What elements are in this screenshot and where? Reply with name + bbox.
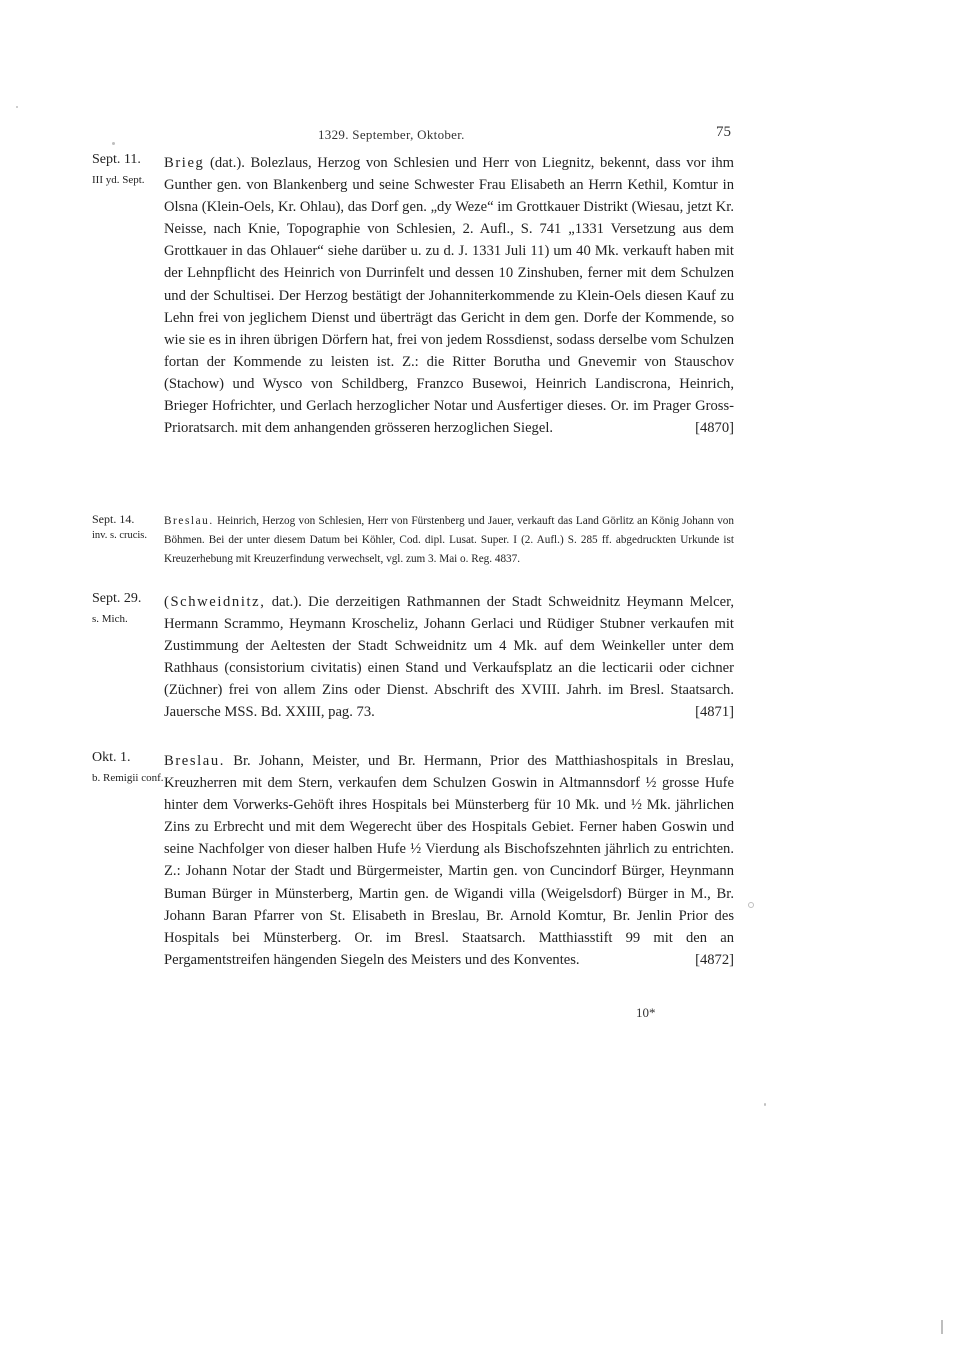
scan-speck xyxy=(748,902,754,908)
entry-date: Okt. 1. xyxy=(92,750,131,765)
entry-body: Br. Johann, Meister, und Br. Hermann, Prior des Matthiashospitals in Breslau, Kreuzherren mit dem Stern, verkaufen dem Schulzen Goswin in Altmannsdorf ½ grosse Hufe hinter dem Vorwerks-Gehöft ihres Hospitals bei Münsterberg für 10 Mk. und ½ Mk. jährlichen Zins zu Erbrecht und mit dem Wegerecht über des Hospitals Gebiet. Ferner haben Goswin und seine Nachfolger von dieser halben Hufe ½ Vierdung als Bischofszehnten jährlich zu entrichten. Z.: Johann Notar der Stadt und Bürgermeister, Martin gen. von Cuncindorf Bürger, Heynmann Buman Bürger in Münsterberg, Martin gen. de Wigandi villa (Weigelsdorf) Bürger in M., Br. Johann Baran Pfarrer von St. Elisabeth in Breslau, Br. Arnold Komtur, Br. Jenlin Prior des Hospitals bei Münsterberg. Or. im Bresl. Staatsarch. Matthiasstift 99 mit den an Pergamentstreifen hängenden Siegeln des Meisters und des Konventes. xyxy=(164,753,734,968)
entry-body: Bolezlaus, Herzog von Schlesien und Herr von Liegnitz, bekennt, dass vor ihm Gunther gen. von Blankenberg und seine Schwester Frau Elisabeth an Herrn Kethil, Komtur in Olsna (Klein-Oels, Kr. Ohlau), das Dorf gen. „dy Weze“ im Grottkauer Distrikt (Wiesau, jetzt Kr. Neisse, nach Knie, Topographie von Schlesien, 2. Aufl., S. 741 „1331 Versetzung aus dem Grottkauer in das Ohlauer“ siehe darüber u. zu d. J. 1331 Juli 11) um 40 Mk. verkauft haben mit der Lehnpflicht des Heinrich von Durrinfelt und dessen 10 Zinshuben, ferner mit dem Schulzen und der Schultisei. Der Herzog bestätigt der Johanniterkommende zu Klein-Oels diesen Kauf zu Lehn frei von jeglichem Dienst und überträgt das Gericht in dem gen. Dorfe der Kommende, so wie sie es in ihren übrigen Dörfern hat, frei von jedem Rossdienst, sodass derselbe vom Schulzen fortan der Kommende zu leisten ist. Z.: die Ritter Borutha und Gnevemir von Stauschov (Stachow) und Wysco von Schildberg, Franzco Busewoi, Heinrich Landiscrona, Heinrich, Brieger Hofrichter, und Gerlach herzoglicher Notar und Ausfertiger dieses. Or. im Prager Gross-Prioratsarch. mit dem anhangenden grösseren herzoglichen Siegel. xyxy=(164,155,734,437)
scan-speck xyxy=(941,1320,943,1334)
entry-body: Die derzeitigen Rathmannen der Stadt Schweidnitz Heymann Melcer, Hermann Scrammo, Heymann Kroscheliz, Johann Gerlaci und Rüdiger Stubner verkaufen mit Zustimmung der Aeltesten der Stadt Schweidnitz um 4 Mk. auf dem Weinkeller unter dem Rathhaus (consistorium civitatis) einen Stand und Verkaufsplatz an die lecticarii oder cichner (Züchner) frei von allem Zins oder Dienst. Abschrift des XVIII. Jahrh. im Bresl. Staatsarch. Jauersche MSS. Bd. XXIII, pag. 73. xyxy=(164,594,734,721)
entry-date: Sept. 11. xyxy=(92,152,141,167)
entry-text xyxy=(164,591,734,724)
page-header: 1329. September, Oktober. xyxy=(318,127,465,142)
register-number: [4871] xyxy=(695,704,734,721)
entry-text xyxy=(164,750,734,971)
register-number: [4872] xyxy=(695,951,734,968)
entry-feast: s. Mich. xyxy=(92,613,128,625)
entry-feast: inv. s. crucis. xyxy=(92,530,148,541)
entry-place: Breslau. xyxy=(164,753,226,769)
entry-place: (Schweidnitz, xyxy=(164,594,266,610)
entry-4870 xyxy=(92,152,742,439)
entry-sept-14 xyxy=(92,512,742,570)
entry-feast: b. Remigii conf. xyxy=(92,772,164,784)
entry-feast: III yd. Sept. xyxy=(92,174,145,186)
entry-text xyxy=(164,152,734,439)
scan-speck xyxy=(112,142,115,145)
scan-speck xyxy=(16,106,18,108)
entry-date: Sept. 29. xyxy=(92,591,142,606)
scan-speck xyxy=(764,1103,766,1106)
register-number: [4870] xyxy=(695,420,734,437)
page-number: 75 xyxy=(716,124,731,140)
signature-mark: 10* xyxy=(636,1005,656,1020)
entry-4872 xyxy=(92,750,742,971)
entry-place: Breslau. xyxy=(164,515,214,527)
entry-4871 xyxy=(92,591,742,724)
entry-text xyxy=(164,512,734,570)
entry-date: Sept. 14. xyxy=(92,512,135,526)
entry-body: Heinrich, Herzog von Schlesien, Herr von Fürstenberg und Jauer, verkauft das Land Görlitz an König Johann von Böhmen. Bei der unter diesem Datum bei Köhler, Cod. dipl. Lusat. Super. I (2. Aufl.) S. 285 ff. abgedruckten Urkunde ist Kreuzerhebung mit Kreuzerfindung verwechselt, vgl. zum 3. Mai o. Reg. 4837. xyxy=(164,515,734,566)
entry-place: Brieg xyxy=(164,155,205,171)
entry-lead: (dat.). xyxy=(204,155,245,171)
entry-lead: dat.). xyxy=(265,594,302,610)
